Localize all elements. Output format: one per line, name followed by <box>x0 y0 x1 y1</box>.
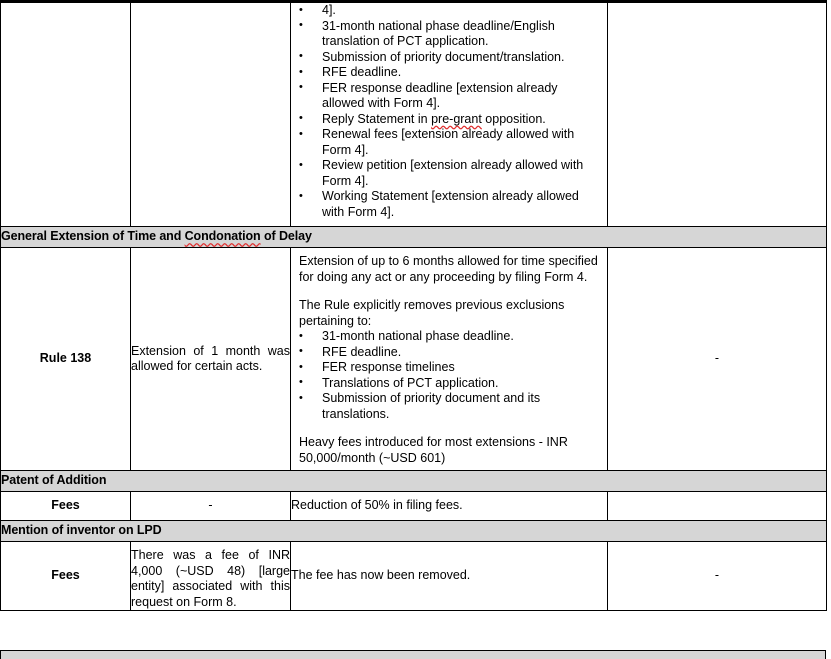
continued-bullet-list <box>291 3 600 220</box>
paragraph-exclusions-removed: The Rule explicitly removes previous exclusions pertaining to: <box>299 298 565 328</box>
cell-before-continued <box>131 2 291 227</box>
list-item: • RFE deadline. <box>291 345 600 361</box>
paragraph-heavy-fees: Heavy fees introduced for most extensions - INR 50,000/month (~USD 601) <box>299 435 568 465</box>
list-item: • Translations of PCT application. <box>291 376 600 392</box>
table-row <box>1 492 827 521</box>
exclusions-bullet-list <box>291 329 600 422</box>
cell-after-patent-addition: Reduction of 50% in filing fees. <box>291 492 608 521</box>
section-header-row <box>1 227 827 248</box>
list-item: • 31-month national phase deadline. <box>291 329 600 345</box>
cell-remarks-continued <box>608 2 827 227</box>
table-row <box>1 2 827 227</box>
cell-after-mention-inventor: The fee has now been removed. <box>291 542 608 611</box>
list-item: • 4]. <box>291 3 600 19</box>
section-heading-mention-of-inventor: Mention of inventor on LPD <box>1 521 827 542</box>
cell-before-mention-inventor: There was a fee of INR 4,000 (~USD 48) [large entity] associated with this request on Form 8. <box>131 542 291 611</box>
section-header-row <box>1 521 827 542</box>
list-item: • FER response deadline [extension already allowed with Form 4]. <box>291 81 600 112</box>
cell-after-continued <box>291 2 608 227</box>
list-item: • Reply Statement in pre-grant opposition. <box>291 112 600 128</box>
paragraph-extension-allowed: Extension of up to 6 months allowed for time specified for doing any act or any proceeding by filing Form 4. <box>299 254 598 284</box>
section-heading-general-extension: General Extension of Time and Condonation of Delay <box>1 227 827 248</box>
spellcheck-underlined-word: Condonation <box>184 229 261 244</box>
spellcheck-underlined-word: pre-grant <box>431 111 482 126</box>
section-header-row <box>1 471 827 492</box>
table-row <box>1 248 827 471</box>
next-section-strip <box>0 650 826 659</box>
list-item: • Submission of priority document and its translations. <box>291 391 600 422</box>
cell-remarks-rule-138: - <box>608 248 827 471</box>
cell-remarks-mention-inventor: - <box>608 542 827 611</box>
cell-fees-mention-inventor: Fees <box>1 542 131 611</box>
list-item: • Working Statement [extension already allowed with Form 4]. <box>291 189 600 220</box>
list-item: • 31-month national phase deadline/English translation of PCT application. <box>291 19 600 50</box>
cell-after-rule-138 <box>291 248 608 471</box>
list-item: • FER response timelines <box>291 360 600 376</box>
cell-before-patent-addition: - <box>131 492 291 521</box>
list-item: • Renewal fees [extension already allowed with Form 4]. <box>291 127 600 158</box>
cell-rule-138: Rule 138 <box>1 248 131 471</box>
cell-fees-patent-addition: Fees <box>1 492 131 521</box>
list-item: • RFE deadline. <box>291 65 600 81</box>
list-item: • Review petition [extension already allowed with Form 4]. <box>291 158 600 189</box>
table-row <box>1 542 827 611</box>
section-heading-patent-of-addition: Patent of Addition <box>1 471 827 492</box>
cell-before-rule-138: Extension of 1 month was allowed for certain acts. <box>131 248 291 471</box>
list-item: • Submission of priority document/translation. <box>291 50 600 66</box>
cell-remarks-patent-addition <box>608 492 827 521</box>
cell-rule-continued <box>1 2 131 227</box>
